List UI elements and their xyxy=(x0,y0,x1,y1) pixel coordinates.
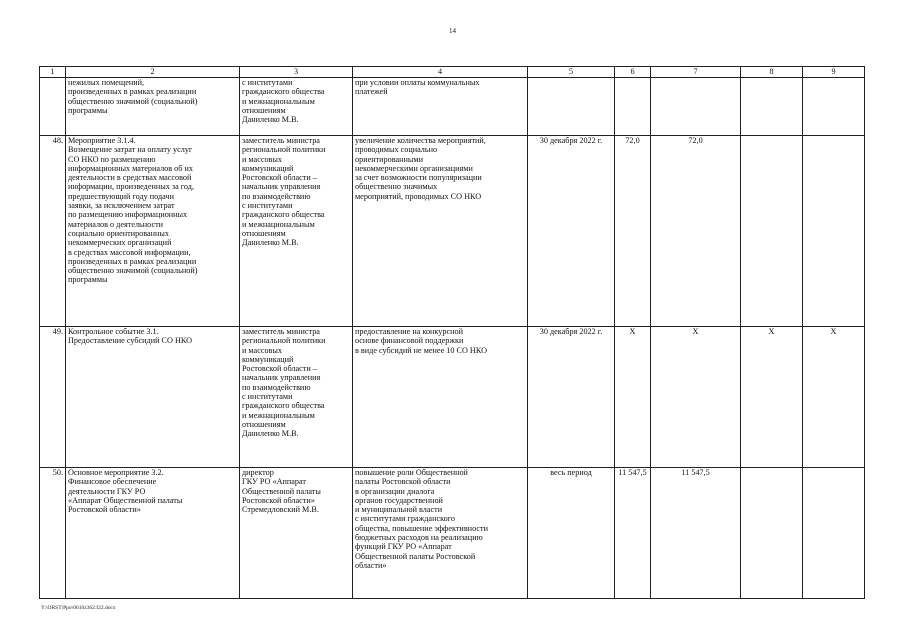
value-cell-6: 72,0 xyxy=(615,136,651,327)
col-header-6: 6 xyxy=(615,67,651,78)
col-header-5: 5 xyxy=(528,67,615,78)
col-header-1: 1 xyxy=(40,67,66,78)
deadline-cell: 30 декабря 2022 г. xyxy=(528,327,615,468)
value-cell-9 xyxy=(803,78,865,136)
value-cell-8 xyxy=(741,136,803,327)
program-table xyxy=(39,66,865,599)
result-cell: предоставление на конкурсной основе финансовой поддержки в виде субсидий не менее 10 СО НКО xyxy=(353,327,528,468)
table-row xyxy=(40,327,865,468)
row-number: 49. xyxy=(40,327,66,468)
value-cell-9 xyxy=(803,136,865,327)
event-cell: Основное мероприятие 3.2. Финансовое обеспечение деятельности ГКУ РО «Аппарат Общественной палаты Ростовской области» xyxy=(66,468,240,599)
value-cell-9 xyxy=(803,468,865,599)
event-cell: Контрольное событие 3.1. Предоставление субсидий СО НКО xyxy=(66,327,240,468)
result-cell: увеличение количества мероприятий, проводимых социально ориентированными некоммерческими организациями за счет возможности популяризации общественно значимых мероприятий, проводимых СО НКО xyxy=(353,136,528,327)
row-number: 50. xyxy=(40,468,66,599)
responsible-cell: заместитель министра региональной политики и массовых коммуникаций Ростовской области – начальник управления по взаимодействию с институтами гражданского общества и межнациональным отношениям Даниленко М.В. xyxy=(240,327,353,468)
col-header-2: 2 xyxy=(66,67,240,78)
row-number xyxy=(40,78,66,136)
deadline-cell: весь период xyxy=(528,468,615,599)
value-cell-8 xyxy=(741,468,803,599)
deadline-cell xyxy=(528,78,615,136)
table-row xyxy=(40,78,865,136)
row-number: 48. xyxy=(40,136,66,327)
result-cell: повышение роли Общественной палаты Ростовской области в организации диалога органов государственной и муниципальной власти с институтами гражданского общества, повышение эффективности бюджетных расходов на реализацию функций ГКУ РО «Аппарат Общественной палаты Ростовской области» xyxy=(353,468,528,599)
col-header-7: 7 xyxy=(651,67,741,78)
column-number-row xyxy=(40,67,865,78)
file-path-footer: Y:\ORST\Ppo\0610z362.f22.docx xyxy=(41,605,116,611)
event-cell: нежилых помещений, произведенных в рамках реализации общественно значимой (социальной) программы xyxy=(66,78,240,136)
event-cell: Мероприятие 3.1.4. Возмещение затрат на оплату услуг СО НКО по размещению информационных материалов об их деятельности в средствах массовой информации, произведенных за год, предшествующий году подачи заявки, за исключением затрат по размещению информационных материалов о деятельности социально ориентированных некоммерческих организаций в средствах массовой информации, произведенных в рамках реализации общественно значимой (социальной) программы xyxy=(66,136,240,327)
value-cell-8: Х xyxy=(741,327,803,468)
col-header-4: 4 xyxy=(353,67,528,78)
value-cell-7: 72,0 xyxy=(651,136,741,327)
value-cell-9: Х xyxy=(803,327,865,468)
table-row xyxy=(40,136,865,327)
value-cell-7: Х xyxy=(651,327,741,468)
result-cell: при условии оплаты коммунальных платежей xyxy=(353,78,528,136)
responsible-cell: заместитель министра региональной политики и массовых коммуникаций Ростовской области – начальник управления по взаимодействию с институтами гражданского общества и межнациональным отношениям Даниленко М.В. xyxy=(240,136,353,327)
responsible-cell: с институтами гражданского общества и межнациональным отношениям Даниленко М.В. xyxy=(240,78,353,136)
responsible-cell: директор ГКУ РО «Аппарат Общественной палаты Ростовской области» Стремедловский М.В. xyxy=(240,468,353,599)
col-header-8: 8 xyxy=(741,67,803,78)
deadline-cell: 30 декабря 2022 г. xyxy=(528,136,615,327)
table-row xyxy=(40,468,865,599)
value-cell-7: 11 547,5 xyxy=(651,468,741,599)
col-header-9: 9 xyxy=(803,67,865,78)
value-cell-6: Х xyxy=(615,327,651,468)
value-cell-8 xyxy=(741,78,803,136)
page-number: 14 xyxy=(449,27,456,35)
value-cell-6: 11 547,5 xyxy=(615,468,651,599)
value-cell-6 xyxy=(615,78,651,136)
col-header-3: 3 xyxy=(240,67,353,78)
value-cell-7 xyxy=(651,78,741,136)
